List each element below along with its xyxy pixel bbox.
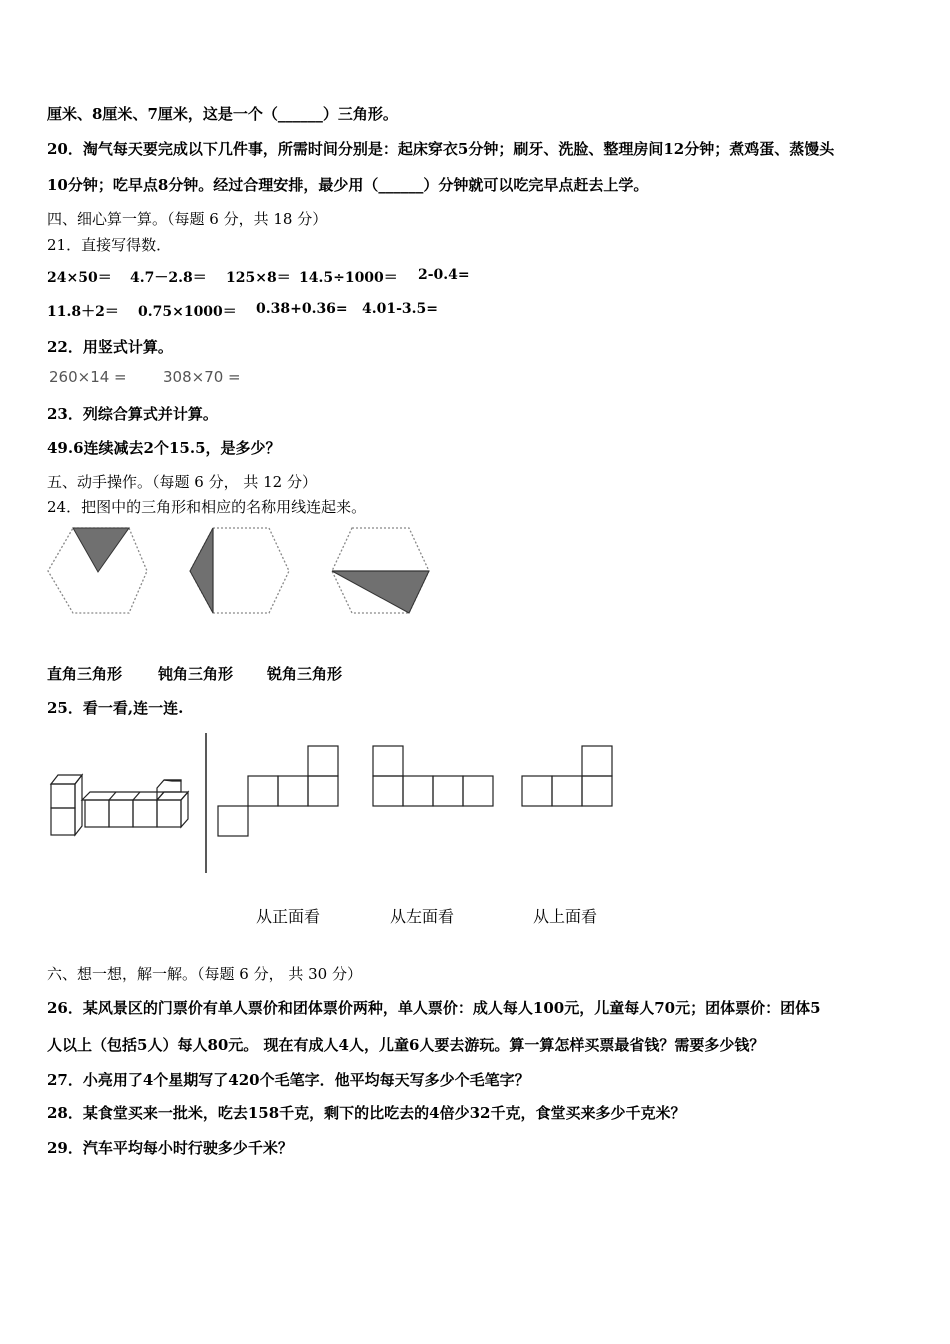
view-cell [582,776,612,806]
calc-item: 0.75×1000＝ [138,304,237,320]
view-cell [463,776,493,806]
cube-face [85,800,109,827]
cube-face [157,800,181,827]
q19-tail: 厘米、8厘米、7厘米，这是一个（______）三角形。 [47,105,398,123]
hexagon-figures [40,520,440,620]
edge [109,792,116,800]
cube-face [133,800,157,827]
shaded-triangle [190,528,213,613]
q20-line1: 20．淘气每天要完成以下几件事，所需时间分别是：起床穿衣5分钟；刷牙、洗脸、整理房间12分钟；煮鸡蛋、蒸馒头 [47,140,835,158]
calc-item: 24×50＝ [47,270,112,286]
cube-face [109,800,133,827]
view-left [373,746,493,806]
view-cell [433,776,463,806]
q22-title: 22．用竖式计算。 [47,338,173,356]
cube-side [75,775,82,835]
cube-face [51,808,75,835]
calc-item: 0.38+0.36= [256,301,348,317]
q27: 27．小亮用了4个星期写了420个毛笔字．他平均每天写多少个毛笔字？ [47,1071,530,1089]
view-cell [248,776,278,806]
hexagon-2 [190,528,289,613]
view-cell [308,776,338,806]
q24-title: 24．把图中的三角形和相应的名称用线连起来。 [47,498,367,516]
q28: 28．某食堂买来一批米，吃去158千克，剩下的比吃去的4倍少32千克，食堂买来多少千克米？ [47,1104,686,1122]
view-label-left: 从左面看 [390,907,455,926]
calc-item: 125×8＝ [226,270,291,286]
edge [133,792,140,800]
shaded-triangle [73,528,129,572]
view-cell [582,746,612,776]
view-top [522,746,612,806]
section-6-heading: 六、想一想，解一解。（每题 6 分， 共 30 分） [47,965,362,983]
view-cell [522,776,552,806]
q21-title: 21．直接写得数． [47,236,172,254]
view-cell [308,746,338,776]
q26-line2: 人以上（包括5人）每人80元。 现在有成人4人，儿童6人要去游玩。算一算怎样买票最省钱？需要多少钱？ [47,1036,765,1054]
raised-cube [157,780,181,800]
q26-line1: 26．某风景区的门票价有单人票价和团体票价两种，单人票价：成人每人100元，儿童每人70元；团体票价：团体5 [47,999,821,1017]
calc-item: 11.8＋2＝ [47,304,119,320]
view-cell [552,776,582,806]
view-label-top: 从上面看 [533,907,598,926]
q23-body: 49.6连续减去2个15.5，是多少？ [47,439,281,457]
q29: 29．汽车平均每小时行驶多少千米？ [47,1139,293,1157]
q23-title: 23．列综合算式并计算。 [47,405,218,423]
triangle-name: 钝角三角形 [158,665,234,683]
view-cell [403,776,433,806]
q20-line2: 10分钟；吃早点8分钟。经过合理安排，最少用（______）分钟就可以吃完早点赶去上学。 [47,176,649,194]
hexagon-1 [48,528,147,613]
q25-title: 25．看一看,连一连. [47,699,184,717]
section-5-heading: 五、动手操作。（每题 6 分， 共 12 分） [47,473,317,491]
view-cell [218,806,248,836]
shaded-triangle [332,571,429,613]
row-top [82,792,188,800]
cube-top [51,775,82,784]
cube-face [51,784,75,808]
cube-side [181,792,188,827]
calc-item: 4.01-3.5= [362,301,438,317]
view-cell [278,776,308,806]
view-cell [373,746,403,776]
cube-solid [51,775,188,835]
calc-item: 2-0.4= [418,267,470,283]
vertical-calc-item: 308×70 = [163,368,241,386]
section-4-heading: 四、细心算一算。（每题 6 分，共 18 分） [47,210,328,228]
vertical-calc-item: 260×14 = [49,368,127,386]
triangle-name: 直角三角形 [47,665,123,683]
raised-cube-top [164,780,181,781]
triangle-name: 锐角三角形 [267,665,343,683]
calc-item: 14.5÷1000＝ [299,270,398,286]
hexagon-3 [332,528,429,613]
view-label-front: 从正面看 [256,907,321,926]
view-cell [373,776,403,806]
cube-views-figure [44,728,624,878]
view-front [218,746,338,836]
calc-item: 4.7－2.8＝ [130,270,207,286]
